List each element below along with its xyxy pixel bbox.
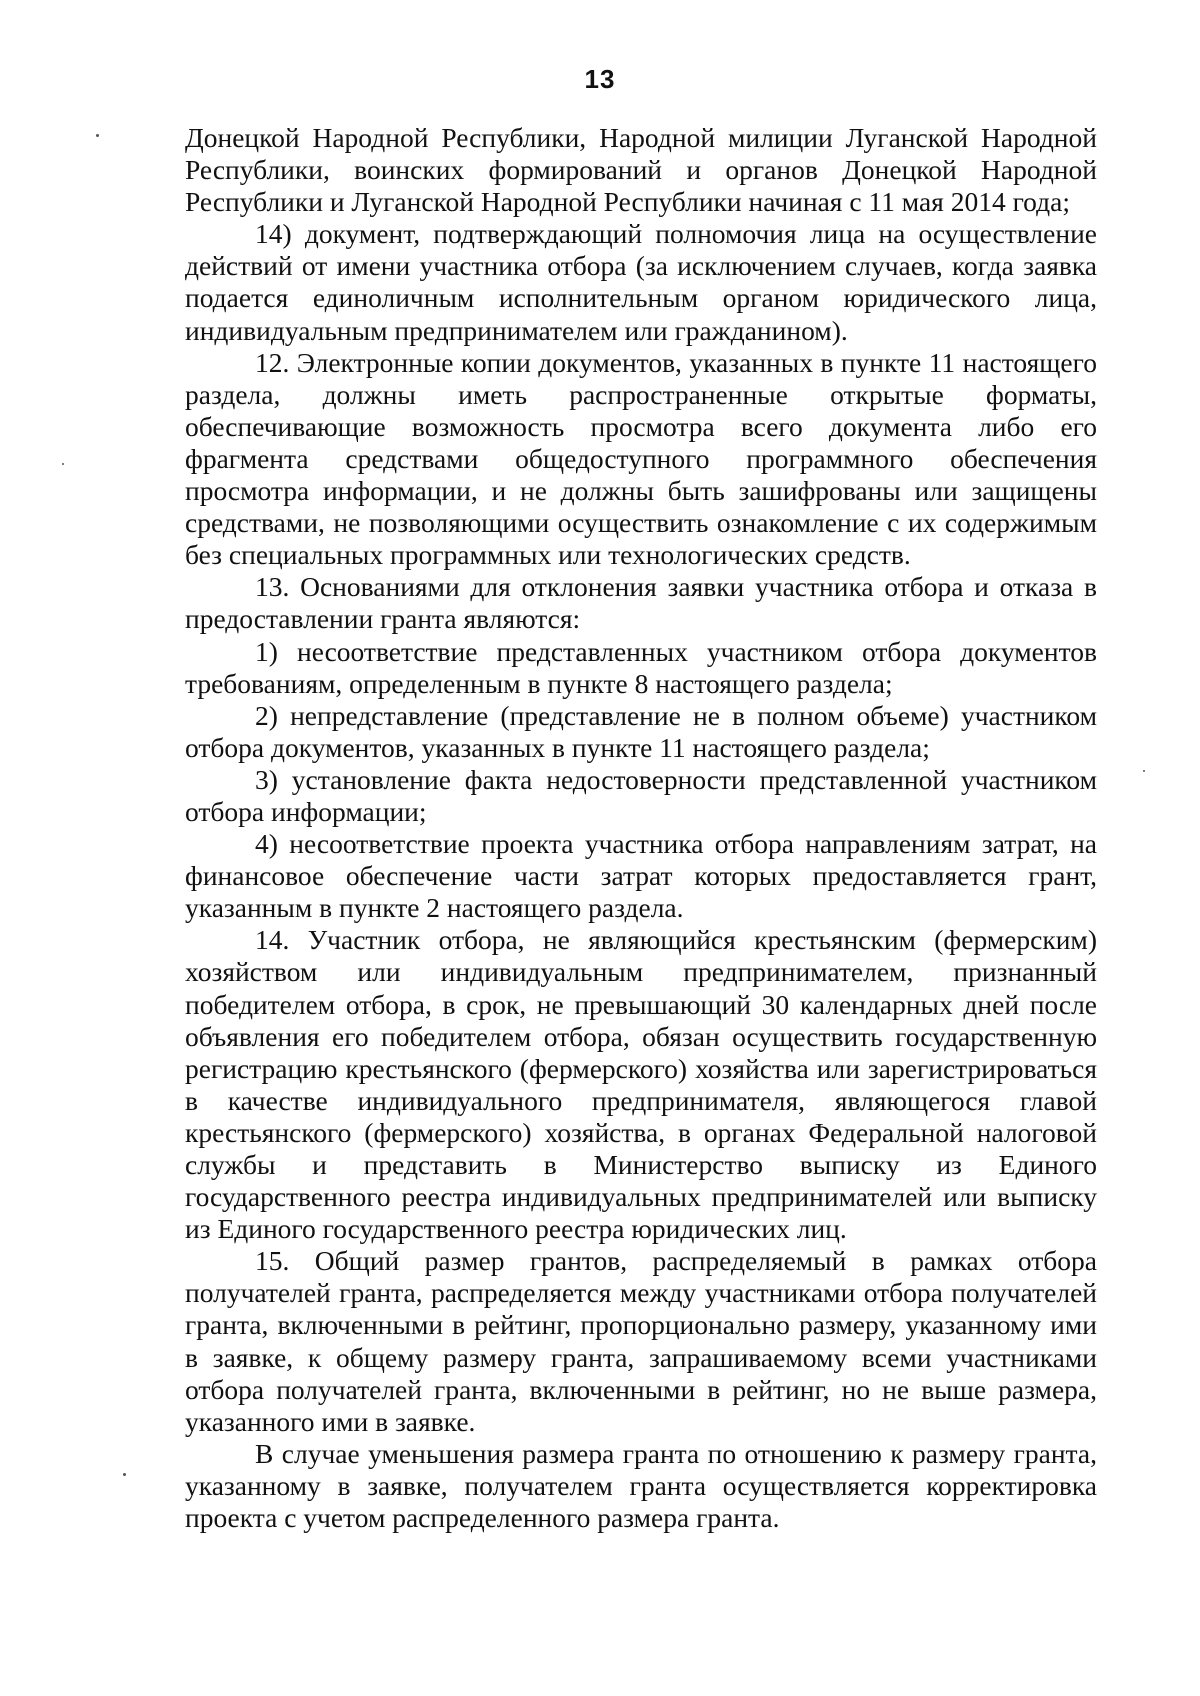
paragraph-subitem-3: 3) установление факта недостоверности представленной участником отбора информации; bbox=[185, 763, 1097, 827]
paragraph-clause-13: 13. Основаниями для отклонения заявки участника отбора и отказа в предоставлении гранта являются: bbox=[185, 571, 1097, 635]
paragraph-clause-15: 15. Общий размер грантов, распределяемый в рамках отбора получателей гранта, распределяется между участниками отбора получателей гранта, включенными в рейтинг, пропорционально размеру, указанному ими в заявке, к общему размеру гранта, запрашиваемому всеми участниками отбора получателей гранта, включенными в рейтинг, но не выше размера, указанного ими в заявке. bbox=[185, 1245, 1097, 1437]
paragraph-item-14: 14) документ, подтверждающий полномочия лица на осуществление действий от имени участника отбора (за исключением случаев, когда заявка подается единоличным исполнительным органом юридического лица, индивидуальным предпринимателем или гражданином). bbox=[185, 218, 1097, 346]
paragraph-clause-14: 14. Участник отбора, не являющийся крестьянским (фермерским) хозяйством или индивидуальным предпринимателем, признанный победителем отбора, в срок, не превышающий 30 календарных дней после объявления его победителем отбора, обязан осуществить государственную регистрацию крестьянского (фермерского) хозяйства или зарегистрироваться в качестве индивидуального предпринимателя, являющегося главой крестьянского (фермерского) хозяйства, в органах Федеральной налоговой службы и представить в Министерство выписку из Единого государственного реестра индивидуальных предпринимателей или выписку из Единого государственного реестра юридических лиц. bbox=[185, 924, 1097, 1245]
paragraph-clause-12: 12. Электронные копии документов, указанных в пункте 11 настоящего раздела, должны иметь распространенные открытые форматы, обеспечивающие возможность просмотра всего документа либо его фрагмента средствами общедоступного программного обеспечения просмотра информации, и не должны быть зашифрованы или защищены средствами, не позволяющими осуществить ознакомление с их содержимым без специальных программных или технологических средств. bbox=[185, 346, 1097, 571]
scan-speck bbox=[96, 134, 99, 137]
paragraph-grant-reduction: В случае уменьшения размера гранта по отношению к размеру гранта, указанному в заявке, получателем гранта осуществляется корректировка проекта с учетом распределенного размера гранта. bbox=[185, 1437, 1097, 1534]
paragraph-subitem-2: 2) непредставление (представление не в полном объеме) участником отбора документов, указанных в пункте 11 настоящего раздела; bbox=[185, 699, 1097, 763]
paragraph-subitem-1: 1) несоответствие представленных участником отбора документов требованиям, определенным в пункте 8 настоящего раздела; bbox=[185, 635, 1097, 699]
page-number: 13 bbox=[584, 64, 616, 94]
document-body bbox=[185, 122, 1097, 1534]
paragraph-subitem-4: 4) несоответствие проекта участника отбора направлениям затрат, на финансовое обеспечение части затрат которых предоставляется грант, указанным в пункте 2 настоящего раздела. bbox=[185, 828, 1097, 924]
paragraph-continuation: Донецкой Народной Республики, Народной милиции Луганской Народной Республики, воинских формирований и органов Донецкой Народной Республики и Луганской Народной Республики начиная с 11 мая 2014 года; bbox=[185, 122, 1097, 218]
scan-speck bbox=[62, 463, 64, 465]
scan-speck bbox=[1143, 770, 1145, 772]
scan-speck bbox=[123, 1473, 126, 1476]
